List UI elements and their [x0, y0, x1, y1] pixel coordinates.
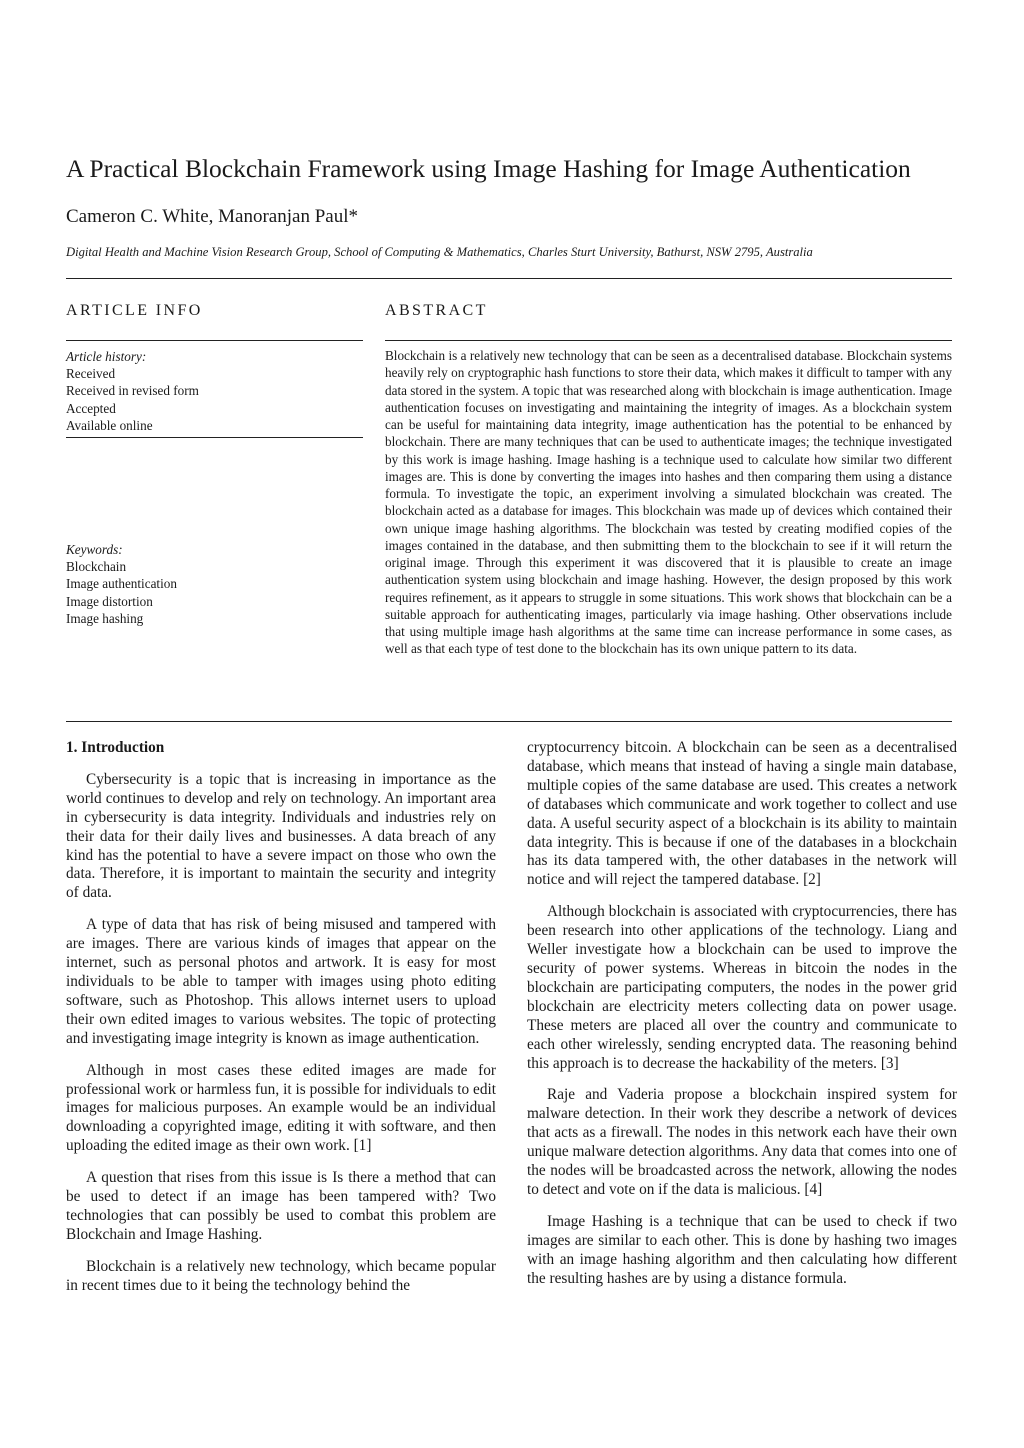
paragraph: Although blockchain is associated with cryptocurrencies, there has been research into other applications of the technology. Liang and Weller investigate how a blockchain can be used to improve the security of power systems. Whereas in bitcoin the nodes in the blockchain are participating computers, the nodes in the power grid blockchain are electricity meters collecting data on power usage. These meters are placed all over the country and communicate to each other wirelessly, sending encrypted data. The reasoning behind this approach is to decrease the hackability of the meters. [3] [527, 903, 957, 1072]
paragraph: cryptocurrency bitcoin. A blockchain can be seen as a decentralised database, which means that instead of having a single main database, multiple copies of the same database are used. This creates a network of databases which communicate and work together to collect and use data. A useful security aspect of a blockchain is its ability to maintain data integrity. This is because if one of the databases in a blockchain has its data tampered with, the other databases in the network will notice and will reject the tampered database. [2] [527, 739, 957, 889]
paragraph: A type of data that has risk of being misused and tampered with are images. There are various kinds of images that appear on the internet, such as personal photos and artwork. It is easy for most individuals to be able to tamper with images using photo editing software, such as Photoshop. This allows internet users to upload their own edited images to various websites. The topic of protecting and investigating image integrity is known as image authentication. [66, 916, 496, 1047]
header-divider [66, 278, 952, 279]
left-column [66, 739, 496, 1309]
keyword-item: Image hashing [66, 610, 144, 626]
keyword-item: Image distortion [66, 593, 153, 609]
history-divider [66, 437, 363, 438]
keywords [66, 541, 366, 627]
body-divider [66, 721, 952, 722]
article-info-top-rule [66, 340, 363, 341]
section-heading: 1. Introduction [66, 739, 165, 756]
affiliation: Digital Health and Machine Vision Research Group, School of Computing & Mathematics, Charles Sturt University, Bathurst, NSW 2795, Australia [66, 245, 813, 259]
history-revised: Received in revised form [66, 383, 199, 399]
paragraph: A question that rises from this issue is Is there a method that can be used to detect if an image has been tampered with? Two technologies that can possibly be used to combat this problem are Blockchain and Image Hashing. [66, 1169, 496, 1243]
abstract-heading: ABSTRACT [385, 302, 488, 319]
paragraph: Raje and Vaderia propose a blockchain inspired system for malware detection. In their work they describe a network of devices that acts as a firewall. The nodes in this network each have their own unique malware detection algorithms. Any data that comes into one of the nodes will be broadcasted across the network, allowing the nodes to detect and vote on if the data is malicious. [4] [527, 1086, 957, 1198]
paragraph: Blockchain is a relatively new technology, which became popular in recent times due to it being the technology behind the [66, 1257, 496, 1294]
keyword-item: Blockchain [66, 559, 127, 575]
history-label: Article history: [66, 349, 147, 364]
article-info-heading: ARTICLE INFO [66, 302, 203, 319]
paragraph: Cybersecurity is a topic that is increasing in importance as the world continues to develop and rely on technology. An important area in cybersecurity is data integrity. Individuals and industries rely on their data for their daily lives and businesses. A data breach of any kind has the potential to have a severe impact on those who own the data. Therefore, it is important to maintain the security and integrity of data. [66, 770, 496, 902]
paragraph: Image Hashing is a technique that can be used to check if two images are similar to each other. This is done by hashing two images with an image hashing algorithm and then calculating how different the resulting hashes are by using a distance formula. [527, 1212, 957, 1287]
author-list: Cameron C. White, Manoranjan Paul* [66, 206, 358, 227]
abstract-top-rule [385, 340, 952, 341]
history-accepted: Accepted [66, 400, 116, 416]
history-online: Available online [66, 417, 153, 433]
paragraph: Although in most cases these edited images are made for professional work or harmless fun, it is possible for individuals to edit images for malicious purposes. An example would be an individual downloading a copyrighted image, editing it with software, and then uploading the edited image as their own work. [1] [66, 1061, 496, 1155]
history-received: Received [66, 366, 116, 382]
keyword-item: Image authentication [66, 576, 177, 592]
article-history [66, 348, 366, 434]
right-column [527, 739, 957, 1301]
abstract-text: Blockchain is a relatively new technology that can be seen as a decentralised database. Blockchain systems heavily rely on cryptographic hash functions to store their data, which makes it difficult to tamper with any data stored in the system. A topic that was researched along with blockchain is image authentication. Image authentication focuses on investigating and maintaining the integrity of images. As a blockchain system can be useful for maintaining data integrity, image authentication has the potential to be enhanced by blockchain. There are many techniques that can be used to authenticate images; the technique investigated by this work is image hashing. Image hashing is a technique used to calculate how similar two different images are. This is done by converting the images into hashes and then comparing them using a distance formula. To investigate the topic, an experiment involving a simulated blockchain was created. The blockchain acted as a database for images. This blockchain was made up of devices which contained their own unique image hashing algorithms. The blockchain was tested by creating modified copies of the images contained in the database, and then submitting them to the blockchain to see if it will return the original image. Through this experiment it was discovered that it is plausible to create an image authentication system using blockchain and image hashing. However, the design proposed by this work requires refinement, as it appears to struggle in some situations. This work shows that blockchain can be a suitable approach for authenticating images, particularly via image hashing. Other observations include that using multiple image hash algorithms at the same time can increase performance in some cases, as well as that each type of test done to the blockchain has its own unique pattern to its data. [385, 348, 952, 657]
keywords-label: Keywords: [66, 542, 123, 557]
paper-title: A Practical Blockchain Framework using Image Hashing for Image Authentication [66, 154, 911, 183]
